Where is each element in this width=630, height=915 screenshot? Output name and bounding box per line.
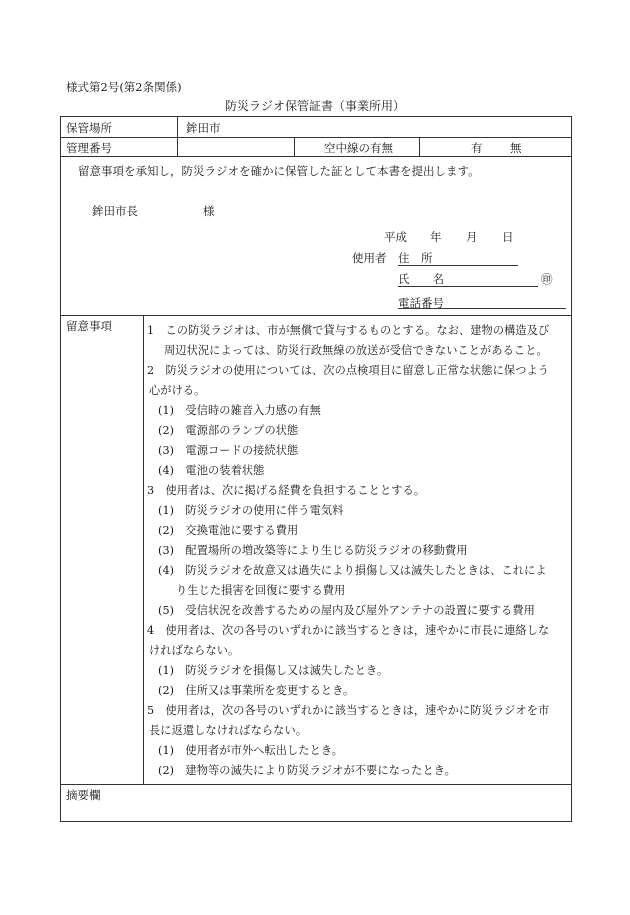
column-divider [294, 137, 295, 156]
aerial-no-option: 無 [510, 141, 522, 155]
note-subitem-cont: り生じた損害を回復に要する費用 [176, 584, 346, 597]
note-item-4: 4 使用者は、次の各号のいずれかに該当するときは，速やかに市長に連絡しな [147, 624, 550, 637]
note-item-5: 5 使用者は，次の各号のいずれかに該当するときは，速やかに防災ラジオを市 [147, 704, 550, 717]
note-subitem: (3) 電源コードの接続状態 [158, 444, 299, 457]
note-item-2-cont: 心がける。 [149, 384, 206, 397]
column-divider [419, 137, 420, 156]
phone-line [398, 308, 566, 309]
note-item-4-cont: ければならない。 [149, 644, 240, 657]
note-subitem: (2) 建物等の滅失により防災ラジオが不要になったとき。 [158, 764, 456, 777]
note-subitem: (1) 受信時の雑音入力感の有無 [158, 404, 321, 417]
row-divider [60, 315, 572, 316]
note-subitem: (3) 配置場所の増改築等により生じる防災ラジオの移動費用 [158, 544, 468, 557]
note-subitem: (2) 電源部のランプの状態 [158, 424, 299, 437]
row-divider [60, 156, 572, 157]
date-day: 日 [502, 230, 514, 244]
note-subitem: (1) 使用者が市外へ転出したとき。 [158, 744, 344, 757]
note-item-1: 1 この防災ラジオは、市が無償で貸与するものとする。なお、建物の構造及び [147, 324, 550, 337]
note-item-3: 3 使用者は、次に掲げる経費を負担することとする。 [147, 484, 426, 497]
note-item-2: 2 防災ラジオの使用については、次の点検項目に留意し正常な状態に保つよう [147, 364, 550, 377]
storage-place-label: 保管場所 [66, 121, 112, 135]
column-divider [177, 116, 178, 156]
addressee: 鉾田市長 [92, 204, 138, 218]
remarks-label: 摘要欄 [66, 788, 101, 802]
phone-label: 電話番号 [398, 296, 444, 310]
notes-label: 留意事項 [66, 319, 112, 333]
date-era: 平成 [384, 230, 407, 244]
name-line [398, 286, 538, 287]
aerial-label: 空中線の有無 [324, 141, 393, 155]
note-subitem: (2) 住所又は事業所を変更するとき。 [158, 684, 355, 697]
storage-place-value: 鉾田市 [186, 121, 221, 135]
note-item-5-cont: 長に返還しなければならない。 [149, 724, 308, 737]
date-year: 年 [430, 230, 442, 244]
note-subitem: (1) 防災ラジオの使用に伴う電気料 [158, 504, 344, 517]
document-title: 防災ラジオ保管証書（事業所用） [224, 99, 405, 113]
form-number: 様式第2号(第2条関係) [66, 80, 182, 94]
note-subitem: (1) 防災ラジオを損傷し又は滅失したとき。 [158, 664, 389, 677]
note-subitem: (2) 交換電池に要する費用 [158, 524, 299, 537]
aerial-yes-option: 有 [471, 141, 483, 155]
name-label: 氏 名 [398, 272, 444, 286]
row-divider [60, 784, 572, 785]
note-subitem: (4) 電池の装着状態 [158, 464, 265, 477]
address-line [398, 265, 518, 266]
management-number-label: 管理番号 [66, 141, 112, 155]
row-divider [60, 137, 572, 138]
note-subitem: (5) 受信状況を改善するための屋内及び屋外アンテナの設置に要する費用 [158, 604, 535, 617]
declaration-text: 留意事項を承知し，防災ラジオを確かに保管した証として本書を提出します。 [78, 164, 480, 178]
column-divider [143, 315, 144, 784]
honorific: 様 [203, 204, 215, 218]
user-label: 使用者 [352, 251, 387, 265]
note-subitem: (4) 防災ラジオを故意又は過失により損傷し又は滅失したときは、これによ [158, 564, 547, 577]
address-label: 住 所 [398, 251, 433, 265]
date-month: 月 [466, 230, 478, 244]
seal-icon: ㊞ [541, 272, 553, 286]
note-item-1-cont: 周辺状況によっては、防災行政無線の放送が受信できないことがあること。 [164, 344, 548, 357]
